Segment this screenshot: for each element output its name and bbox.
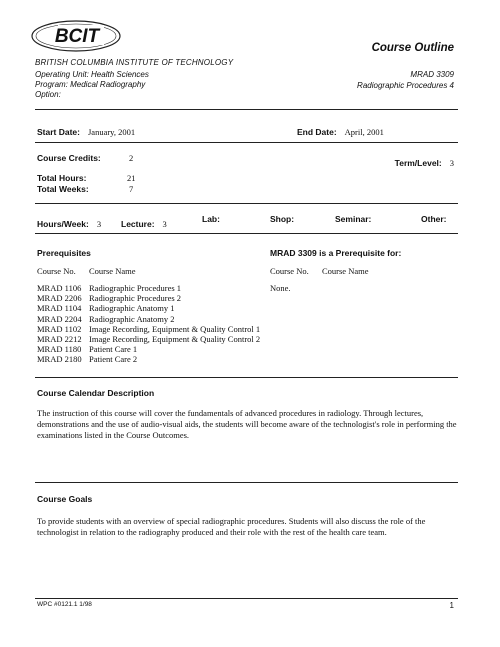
credits-label: Course Credits: <box>37 153 101 163</box>
start-date-value: January, 2001 <box>87 127 136 137</box>
form-code: WPC #0121.1 1/98 <box>37 601 92 608</box>
prereq-for-col-no: Course No. <box>270 266 309 276</box>
lecture <box>121 214 167 232</box>
list-item: MRAD 2206 Radiographic Procedures 2 <box>37 293 182 304</box>
list-item: MRAD 2180 Patient Care 2 <box>37 354 138 365</box>
bcit-logo <box>30 16 125 56</box>
term-level <box>395 153 454 171</box>
hours-week <box>37 214 101 232</box>
end-date <box>297 122 384 140</box>
operating-unit: Operating Unit: Health Sciences <box>35 70 149 79</box>
lab-label: Lab: <box>202 214 220 224</box>
option: Option: <box>35 90 61 99</box>
course-code: MRAD 3309 <box>410 70 454 79</box>
start-date <box>37 122 135 140</box>
divider <box>35 109 458 110</box>
logo-wordmark: BCIT <box>54 26 100 47</box>
list-item: MRAD 1104 Radiographic Anatomy 1 <box>37 303 175 314</box>
goals-text: To provide students with an overview of special radiographic procedures. Students will also discuss the role of the technologist in relation to the radiography produced and their role with the rest of the health care team. <box>37 516 426 537</box>
lecture-value: 3 <box>162 219 167 229</box>
prereq-col-name: Course Name <box>89 266 136 276</box>
divider <box>35 482 458 483</box>
list-item: MRAD 1106 Radiographic Procedures 1 <box>37 283 182 293</box>
lecture-label: Lecture: <box>121 219 155 229</box>
credits-value: 2 <box>129 153 134 163</box>
total-hours-label: Total Hours: <box>37 173 87 183</box>
end-date-label: End Date: <box>297 127 337 137</box>
hours-week-label: Hours/Week: <box>37 219 89 229</box>
shop-label: Shop: <box>270 214 295 224</box>
footer-divider <box>35 598 458 599</box>
prereq-for-value: None. <box>270 283 291 293</box>
list-item: MRAD 2212 Image Recording, Equipment & Quality Control 2 <box>37 334 261 345</box>
doc-title: Course Outline <box>371 42 454 54</box>
goals-heading: Course Goals <box>37 494 93 504</box>
course-name: Radiographic Procedures 4 <box>357 81 454 90</box>
calendar-text: The instruction of this course will cover the fundamentals of advanced procedures in radiology. Through lectures, demonstrations and the use of audio-visual aids, the students will become aware of the technologist's role in performing the examinations listed in the Course Outcomes. <box>37 408 457 440</box>
prereq-heading: Prerequisites <box>37 248 91 258</box>
prereq-for-col-name: Course Name <box>322 266 369 276</box>
divider <box>35 377 458 378</box>
other-label: Other: <box>421 214 447 224</box>
program: Program: Medical Radiography <box>35 80 146 89</box>
total-weeks-label: Total Weeks: <box>37 184 89 194</box>
prereq-col-no: Course No. <box>37 266 76 276</box>
list-item: MRAD 2204 Radiographic Anatomy 2 <box>37 313 175 324</box>
list-item: MRAD 1102 Image Recording, Equipment & Quality Control 1 <box>37 323 261 334</box>
divider <box>35 203 458 204</box>
calendar-heading: Course Calendar Description <box>37 388 155 398</box>
hours-week-value: 3 <box>96 219 102 229</box>
page-number: 1 <box>449 601 454 610</box>
end-date-value: April, 2001 <box>344 127 384 137</box>
term-label: Term/Level: <box>394 158 442 168</box>
divider <box>35 142 458 143</box>
total-hours-value: 21 <box>127 173 136 183</box>
start-date-label: Start Date: <box>37 127 80 137</box>
term-value: 3 <box>449 158 454 168</box>
prereq-for-heading: MRAD 3309 is a Prerequisite for: <box>270 248 402 258</box>
list-item: MRAD 1180 Patient Care 1 <box>37 344 138 355</box>
prereq-list <box>37 283 260 365</box>
institute-name: BRITISH COLUMBIA INSTITUTE OF TECHNOLOGY <box>35 58 234 67</box>
total-weeks-value: 7 <box>129 184 134 194</box>
seminar-label: Seminar: <box>335 214 372 224</box>
divider <box>35 233 458 234</box>
